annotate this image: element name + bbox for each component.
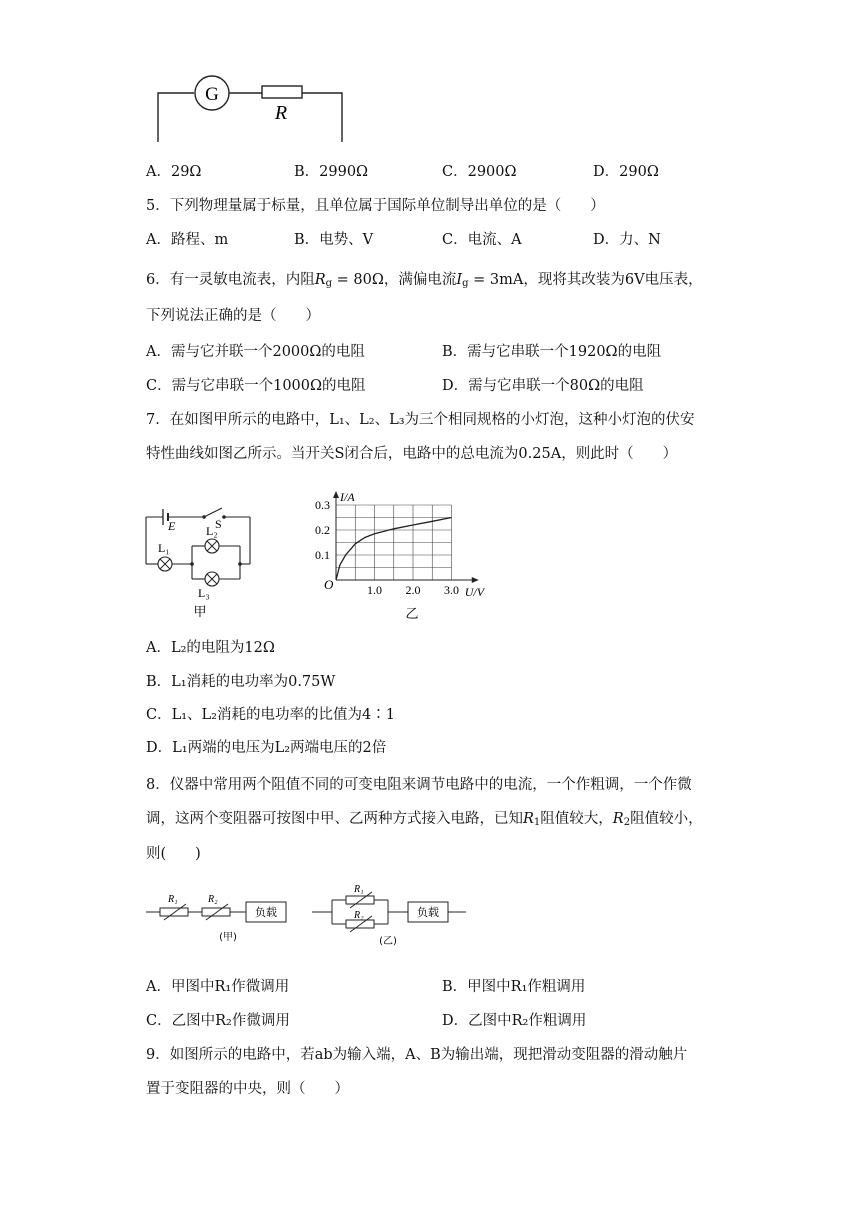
resistor-symbol (262, 86, 302, 98)
q7-graph-caption: 乙 (405, 606, 419, 621)
q7-iu-graph (300, 478, 510, 624)
q8b-caption: (乙) (379, 936, 397, 947)
q8b-r2-label: R₂ (354, 910, 364, 921)
q8-stem-line2: 调，这两个变阻器可按图中甲、乙两种方式接入电路，已知$R_1$阻值较大，$R_2$阻值较小， (146, 811, 703, 828)
x-axis-arrow (472, 577, 479, 583)
q8a-r2-label: R₂ (208, 894, 218, 905)
q8-option-c[interactable]: C．乙图中R₂作微调用 (146, 1013, 290, 1029)
galvanometer-label: G (205, 84, 219, 105)
q8a-r1-label: R₁ (168, 894, 178, 905)
q5-option-c[interactable]: C．电流、A (442, 232, 522, 248)
q7-option-c[interactable]: C．L₁、L₂消耗的电功率的比值为4∶1 (146, 707, 395, 723)
q8-option-b[interactable]: B．甲图中R₁作粗调用 (442, 979, 586, 995)
q8b-load-label: 负载 (417, 906, 439, 919)
q7-option-a[interactable]: A．L₂的电阻为12Ω (146, 640, 275, 656)
q7-circuit-jia (140, 484, 260, 620)
q8a-r2-symbol (202, 908, 230, 916)
q7-stem-line2: 特性曲线如图乙所示。当开关S闭合后，电路中的总电流为0.25A，则此时（ ） (146, 446, 678, 462)
q7-switch-label: S (215, 517, 222, 531)
q8-stem-line3: 则( ) (146, 846, 201, 862)
galvanometer-resistor-circuit (150, 70, 350, 146)
q7-emf-label: E (168, 519, 176, 533)
q6-stem: 6．有一灵敏电流表，内阻$R_g = 80\Omega$，满偏电流$I_g = 3mA$，现将其改装为6V电压表， (146, 272, 703, 289)
q5-stem: 5．下列物理量属于标量，且单位属于国际单位制导出单位的是（ ） (146, 198, 605, 214)
q8b-r1-symbol (346, 896, 374, 904)
q5-option-a[interactable]: A．路程、m (146, 232, 229, 248)
q7-lamp-l1-label: L₁ (158, 541, 170, 555)
q8b-r2-symbol (346, 920, 374, 928)
q4-option-c[interactable]: C．2900Ω (442, 164, 517, 180)
q6-option-d[interactable]: D．需与它串联一个80Ω的电阻 (442, 378, 644, 394)
q8b-r1-label: R₁ (354, 884, 364, 895)
q6-option-a[interactable]: A．需与它并联一个2000Ω的电阻 (146, 344, 365, 360)
y-tick-label: 0.2 (315, 523, 330, 537)
q4-option-b[interactable]: B．2990Ω (294, 164, 369, 180)
q7-lamp-l3-label: L₃ (198, 586, 210, 600)
q4-option-d[interactable]: D．290Ω (593, 164, 659, 180)
y-tick-label: 0.3 (315, 498, 330, 512)
q5-option-d[interactable]: D．力、N (593, 232, 661, 248)
q6-option-c[interactable]: C．需与它串联一个1000Ω的电阻 (146, 378, 366, 394)
x-tick-label: 1.0 (367, 583, 382, 597)
y-axis-arrow (333, 491, 339, 498)
q9-stem-line2: 置于变阻器的中央，则（ ） (146, 1081, 349, 1097)
x-axis-label: U/V (464, 585, 485, 599)
q8-figure-yi (312, 880, 472, 950)
q6-stem-line2: 下列说法正确的是（ ） (146, 308, 320, 324)
q8a-r1-symbol (160, 908, 188, 916)
y-axis-label: I/A (340, 490, 355, 504)
q7-option-d[interactable]: D．L₁两端的电压为L₂两端电压的2倍 (146, 740, 387, 756)
q7-circuit-caption: 甲 (193, 604, 207, 619)
q8-option-a[interactable]: A．甲图中R₁作微调用 (146, 979, 290, 995)
q8-stem-line1: 8．仪器中常用两个阻值不同的可变电阻来调节电路中的电流，一个作粗调，一个作微 (146, 777, 692, 793)
q4-option-a[interactable]: A．29Ω (146, 164, 202, 180)
q7-option-b[interactable]: B．L₁消耗的电功率为0.75W (146, 674, 336, 690)
q8a-load-label: 负载 (255, 906, 277, 919)
x-tick-label: 2.0 (405, 583, 421, 597)
q6-option-b[interactable]: B．需与它串联一个1920Ω的电阻 (442, 344, 662, 360)
x-tick-label: 3.0 (444, 583, 459, 597)
y-tick-label: 0.1 (315, 548, 330, 562)
origin-label: O (324, 577, 334, 592)
resistor-label: R (274, 102, 288, 124)
q5-option-b[interactable]: B．电势、V (294, 232, 374, 248)
q8-figure-jia (146, 884, 296, 946)
q8-option-d[interactable]: D．乙图中R₂作粗调用 (442, 1013, 587, 1029)
q7-lamp-l2-label: L₂ (206, 524, 218, 538)
q7-stem-line1: 7．在如图甲所示的电路中，L₁、L₂、L₃为三个相同规格的小灯泡，这种小灯泡的伏安 (146, 412, 695, 428)
q9-stem-line1: 9．如图所示的电路中，若ab为输入端，A、B为输出端，现把滑动变阻器的滑动触片 (146, 1047, 688, 1063)
q8a-caption: (甲) (219, 932, 237, 943)
